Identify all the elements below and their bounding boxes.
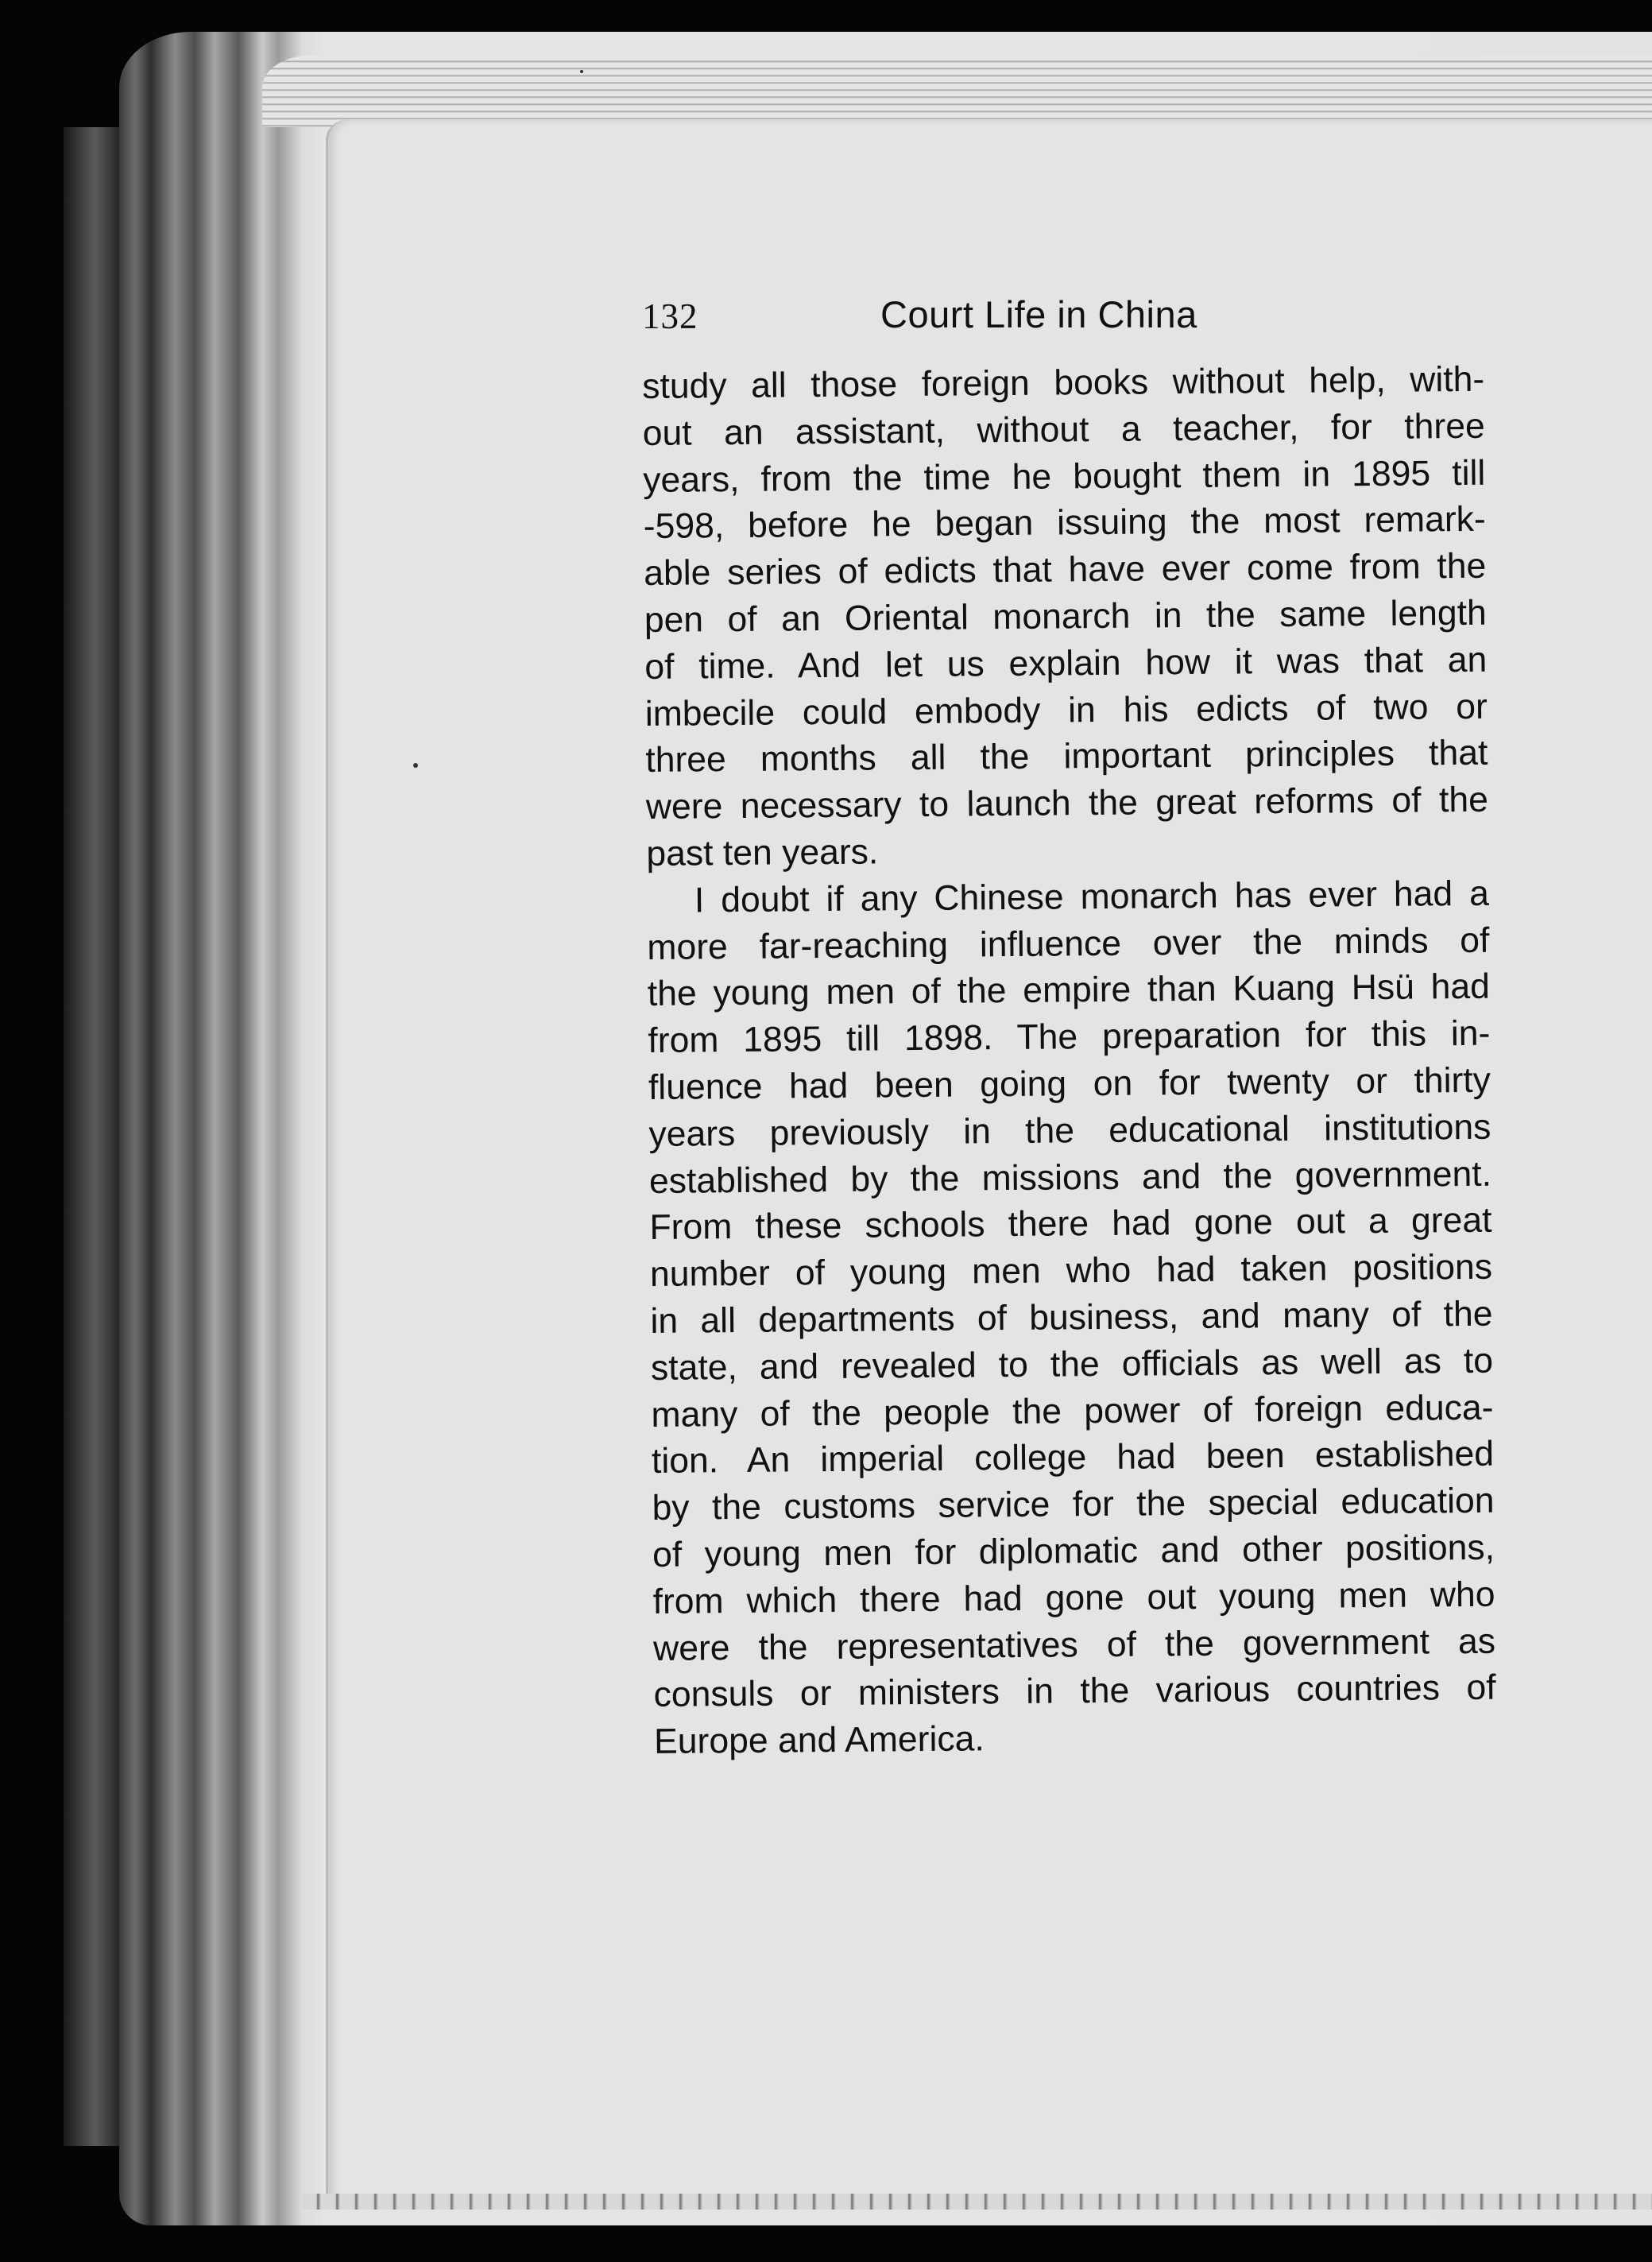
text-line: able series of edicts that have ever come from the bbox=[644, 546, 1487, 594]
text-line: out an assistant, without a teacher, for three bbox=[642, 406, 1485, 453]
page-edges-bottom bbox=[302, 2194, 1652, 2210]
text-line: imbecile could embody in his edicts of two or bbox=[644, 687, 1488, 734]
body-text bbox=[642, 357, 1496, 1766]
text-line: by the customs service for the special education bbox=[652, 1481, 1495, 1528]
text-line: established by the missions and the government. bbox=[648, 1154, 1492, 1201]
text-line: number of young men who had taken positions bbox=[649, 1247, 1493, 1295]
running-title: Court Life in China bbox=[880, 293, 1197, 335]
text-line: from 1895 till 1898. The preparation for this in- bbox=[648, 1013, 1491, 1061]
paragraph bbox=[642, 357, 1489, 878]
text-line: I doubt if any Chinese monarch has ever had a bbox=[694, 873, 1490, 920]
text-line: years previously in the educational institutions bbox=[648, 1107, 1491, 1154]
text-line: consuls or ministers in the various countries of bbox=[653, 1667, 1496, 1715]
text-line: were the representatives of the government as bbox=[652, 1621, 1496, 1668]
text-line: pen of an Oriental monarch in the same length bbox=[644, 593, 1487, 640]
text-line: years, from the time he bought them in 1895 till bbox=[643, 453, 1486, 500]
text-line: From these schools there had gone out a great bbox=[649, 1201, 1492, 1248]
text-line: fluence had been going on for twenty or thirty bbox=[648, 1060, 1491, 1107]
text-line: study all those foreign books without help, with- bbox=[642, 359, 1485, 406]
text-line: Europe and America. bbox=[653, 1719, 985, 1762]
text-line: many of the people the power of foreign educa- bbox=[651, 1388, 1494, 1435]
running-head bbox=[642, 292, 1310, 348]
text-line: of young men for diplomatic and other positions, bbox=[652, 1528, 1495, 1574]
text-line: past ten years. bbox=[646, 832, 879, 873]
page-number: 132 bbox=[642, 296, 698, 336]
text-line: three months all the important principles that bbox=[645, 734, 1488, 780]
text-line: from which there had gone out young men who bbox=[652, 1574, 1495, 1621]
text-line: tion. An imperial college had been established bbox=[651, 1435, 1495, 1482]
text-line: -598, before he began issuing the most remark- bbox=[643, 500, 1486, 547]
text-line: in all departments of business, and many of the bbox=[650, 1294, 1493, 1341]
paragraph bbox=[647, 870, 1497, 1765]
text-line: of time. And let us explain how it was that an bbox=[644, 640, 1488, 687]
text-line: state, and revealed to the officials as well as to bbox=[650, 1341, 1494, 1388]
dust-speck bbox=[580, 70, 583, 73]
dust-speck bbox=[413, 763, 418, 768]
text-line: the young men of the empire than Kuang Hsü had bbox=[647, 967, 1491, 1014]
text-line: more far-reaching influence over the minds of bbox=[647, 920, 1490, 967]
text-line: were necessary to launch the great reforms of the bbox=[645, 780, 1489, 827]
page-edges-top bbox=[262, 56, 1652, 127]
